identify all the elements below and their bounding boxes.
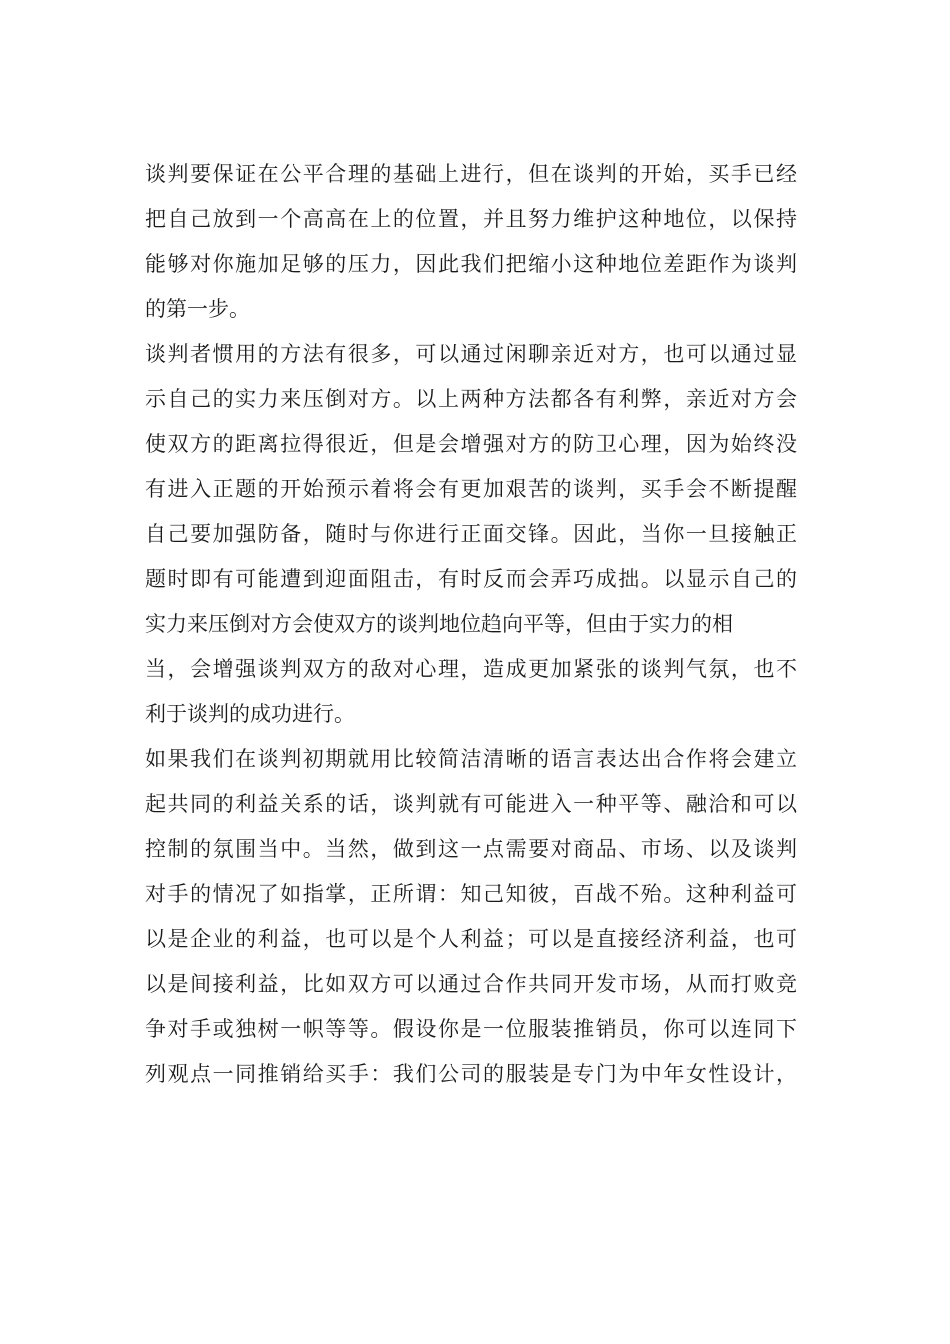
text-line: 的第一步。: [145, 297, 250, 321]
paragraph-3: [145, 737, 797, 1097]
text-line: 有进入正题的开始预示着将会有更加艰苦的谈判，买手会不断提醒: [145, 477, 797, 501]
text-line: 控制的氛围当中。当然，做到这一点需要对商品、市场、以及谈判: [145, 837, 797, 861]
text-line: 当，会增强谈判双方的敌对心理，造成更加紧张的谈判气氛，也不: [145, 657, 797, 681]
text-line: 自己要加强防备，随时与你进行正面交锋。因此，当你一旦接触正: [145, 522, 797, 546]
text-line: 起共同的利益关系的话，谈判就有可能进入一种平等、融洽和可以: [145, 792, 797, 816]
text-line: 使双方的距离拉得很近，但是会增强对方的防卫心理，因为始终没: [145, 432, 797, 456]
text-line: 能够对你施加足够的压力，因此我们把缩小这种地位差距作为谈判: [145, 252, 797, 276]
text-line: 实力来压倒对方会使双方的谈判地位趋向平等，但由于实力的相: [145, 612, 733, 636]
text-line: 以是间接利益，比如双方可以通过合作共同开发市场，从而打败竞: [145, 972, 797, 996]
text-line: 把自己放到一个高高在上的位置，并且努力维护这种地位，以保持: [145, 207, 797, 231]
text-line: 争对手或独树一帜等等。假设你是一位服装推销员，你可以连同下: [145, 1017, 797, 1041]
paragraph-1: [145, 152, 797, 332]
text-line: 示自己的实力来压倒对方。以上两种方法都各有利弊，亲近对方会: [145, 387, 797, 411]
text-line: 列观点一同推销给买手：我们公司的服装是专门为中年女性设计，: [145, 1062, 797, 1086]
paragraph-2: [145, 332, 797, 737]
text-line: 谈判者惯用的方法有很多，可以通过闲聊亲近对方，也可以通过显: [145, 342, 797, 366]
text-line: 以是企业的利益，也可以是个人利益；可以是直接经济利益，也可: [145, 927, 797, 951]
text-line: 谈判要保证在公平合理的基础上进行，但在谈判的开始，买手已经: [145, 162, 797, 186]
document-body: [145, 152, 797, 1097]
text-line: 如果我们在谈判初期就用比较简洁清晰的语言表达出合作将会建立: [145, 747, 797, 771]
text-line: 利于谈判的成功进行。: [145, 702, 355, 726]
text-line: 对手的情况了如指掌，正所谓：知己知彼，百战不殆。这种利益可: [145, 882, 797, 906]
text-line: 题时即有可能遭到迎面阻击，有时反而会弄巧成拙。以显示自己的: [145, 567, 797, 591]
